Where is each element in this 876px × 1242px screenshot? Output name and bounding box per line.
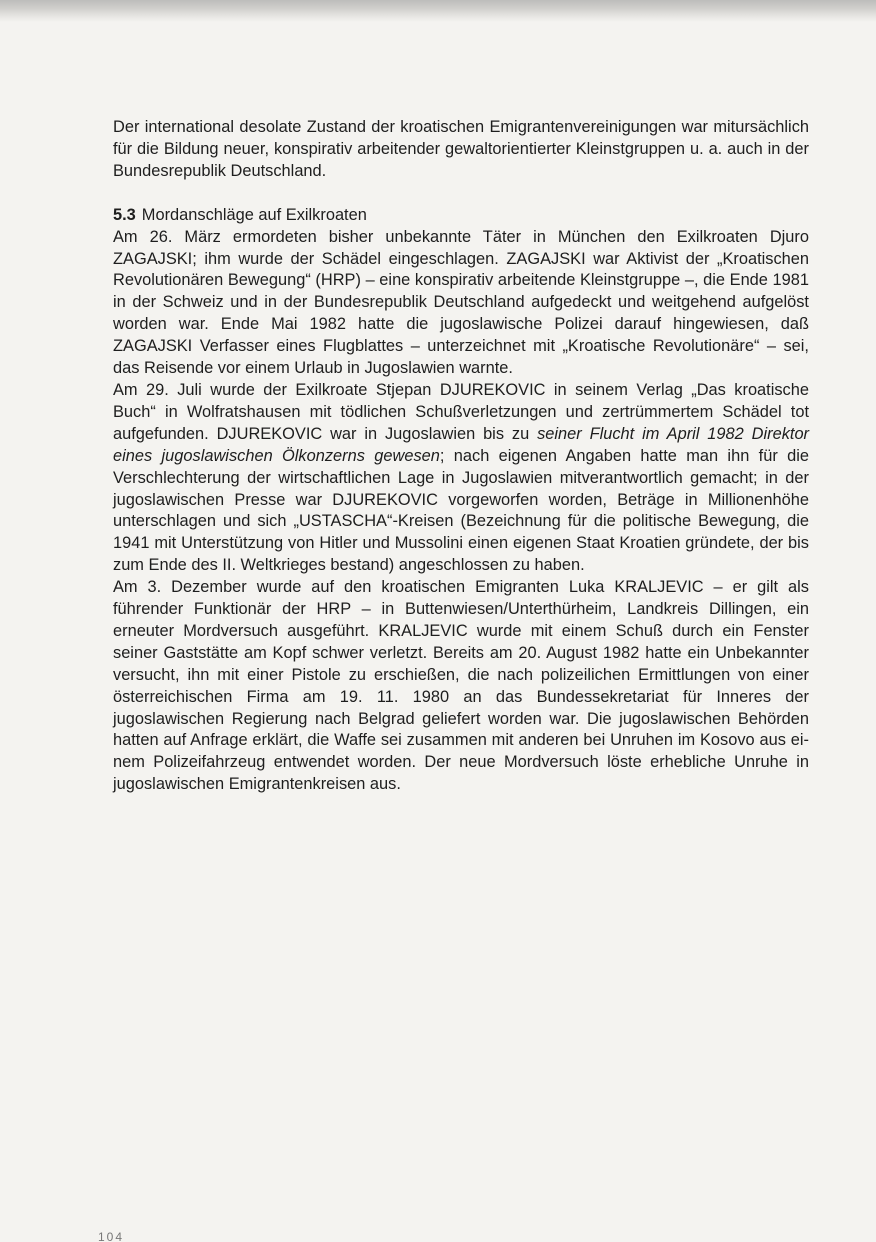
document-body [113, 117, 809, 796]
page-number: 104 [98, 1230, 125, 1242]
section-title: Mordanschläge auf Exilkroaten [141, 205, 367, 224]
section-number: 5.3 [113, 205, 136, 224]
paragraph-djurekovic-part1: Am 29. Juli wurde der Exilkroate Stjepan DJUREKOVIC in seinem Verlag „Das kroatische Buch“ in Wolfratshausen mit tödlichen Schußverletzungen und zertrümmertem Schädel tot aufgefunden. DJUREKOVIC war in Jugoslawien bis zu [113, 380, 809, 443]
paragraph-djurekovic-part2: ; nach eigenen Angaben hatte man ihn für die Verschlechterung der wirtschaftlichen Lage in Jugoslawien mitverantwortlich gemacht; in der jugoslawischen Presse war DJUREKOVIC vorgeworfen worden, Beträge in Millionenhöhe unterschlagen und sich „USTASCHA“-Kreisen (Bezeichnung für die politische Bewegung, die 1941 mit Unterstützung von Hitler und Mussolini einen eigenen Staat Kroatien gründete, der bis zum Ende des II. Weltkrieges bestand) angeschlossen zu haben. [113, 446, 809, 575]
paragraph-djurekovic [113, 380, 809, 577]
paragraph-djurekovic-italic: seiner Flucht im April 1982 Direktor eines jugoslawischen Ölkonzerns gewesen [113, 424, 810, 465]
paragraph-kraljevic: Am 3. Dezember wurde auf den kroatischen Emigranten Luka KRALJEVIC – er gilt als führender Funktionär der HRP – in Buttenwiesen/Unterthürheim, Landkreis Dillingen, ein erneuter Mordversuch ausgeführt. KRALJEVIC wurde mit einem Schuß durch ein Fenster seiner Gaststätte am Kopf schwer verletzt. Bereits am 20. August 1982 hatte ein Unbekannter versucht, ihn mit einer Pistole zu erschießen, die nach polizeilichen Ermittlungen von einer österreichischen Firma am 19. 11. 1980 an das Bundessekretariat für Inneres der jugoslawischen Regierung nach Belgrad geliefert worden war. Die jugoslawischen Behörden hatten auf Anfrage erklärt, die Waffe sei zusammen mit anderen bei Unruhen im Kosovo aus einem Polizeifahrzeug entwendet worden. Der neue Mordversuch löste erhebliche Unruhe in jugoslawischen Emigrantenkreisen aus. [113, 578, 809, 794]
scan-top-edge [0, 0, 876, 22]
paragraph-zagajski: Am 26. März ermordeten bisher unbekannte Täter in München den Exilkroaten Djuro ZAGAJSKI; ihm wurde der Schädel eingeschlagen. ZAGAJSKI war Aktivist der „Kroatischen Revolutionären Bewegung“ (HRP) – eine konspirativ arbeitende Kleinstgruppe –, die Ende 1981 in der Schweiz und in der Bundesrepublik Deutschland aufgedeckt und weitgehend aufgelöst worden war. Ende Mai 1982 hatte die jugoslawische Polizei darauf hingewiesen, daß ZAGAJSKI Verfasser eines Flugblattes – unterzeichnet mit „Kroatische Revolutionäre“ – sei, das Reisende vor einem Urlaub in Jugoslawien warnte. [113, 227, 809, 378]
section-heading [113, 205, 809, 227]
intro-paragraph: Der international desolate Zustand der kroatischen Emigrantenvereinigungen war mitursächlich für die Bildung neuer, konspirativ arbeitender gewaltorientierter Kleinstgruppen u. a. auch in der Bundesrepublik Deutschland. [113, 118, 809, 180]
